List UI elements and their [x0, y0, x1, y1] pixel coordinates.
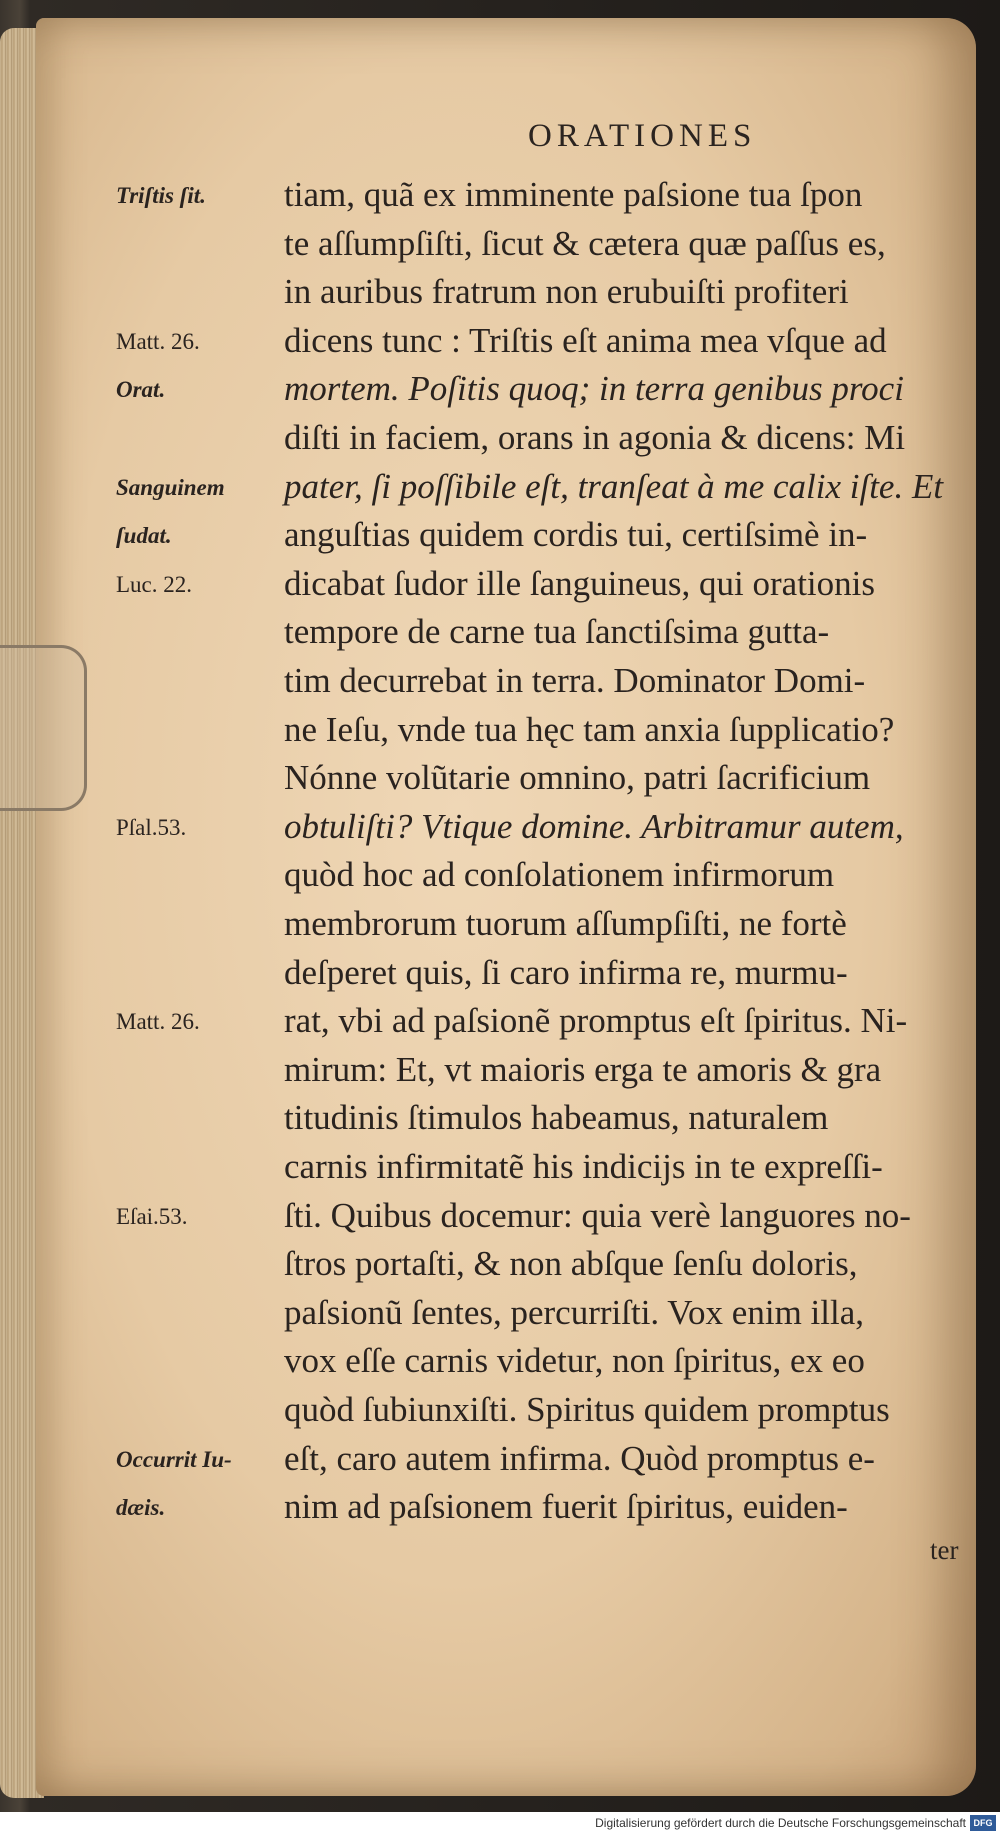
margin-note: Sanguinem: [116, 474, 225, 500]
dfg-logo: DFG: [970, 1815, 996, 1831]
text-line: eſt, caro autem infirma. Quòd promptus e-: [284, 1438, 875, 1478]
text-line: tiam, quã ex imminente paſsione tua ſpon: [284, 175, 863, 214]
margin-note: Eſai.53.: [116, 1203, 188, 1229]
text-line: quòd ſubiunxiſti. Spiritus quidem promptus: [284, 1390, 890, 1429]
text-line: pater, ſi poſſibile eſt, tranſeat à me calix iſte. Et: [284, 466, 944, 506]
text-line: in auribus fratrum non erubuiſti profiteri: [284, 272, 849, 312]
text-line: nim ad paſsionem fuerit ſpiritus, euiden-: [284, 1487, 848, 1527]
running-head: ORATIONES: [528, 118, 757, 154]
text-line: diſti in faciem, orans in agonia & dicens: Mi: [284, 418, 906, 457]
text-line: mortem. Poſitis quoq; in terra genibus proci: [284, 369, 904, 409]
catchword: ter: [930, 1535, 959, 1565]
text-line: dicens tunc : Triſtis eſt anima mea vſque ad: [284, 320, 887, 360]
margin-note: Luc. 22.: [116, 571, 193, 597]
page-clip: [0, 645, 87, 811]
text-line: dicabat ſudor ille ſanguineus, qui orationis: [284, 563, 875, 603]
text-line: deſperet quis, ſi caro infirma re, murmu-: [284, 952, 848, 992]
text-line: Nónne volũtarie omnino, patri ſacrificium: [284, 758, 871, 798]
text-line: tempore de carne tua ſanctiſsima gutta-: [284, 612, 830, 652]
text-line: membrorum tuorum aſſumpſiſti, ne fortè: [284, 904, 847, 943]
margin-note: Occurrit Iu-: [116, 1446, 232, 1472]
text-line: mirum: Et, vt maioris erga te amoris & gra: [284, 1049, 882, 1089]
margin-note: Triſtis ſit.: [116, 183, 206, 208]
text-line: anguſtias quidem cordis tui, certiſsimè in-: [284, 515, 868, 555]
margin-note: Orat.: [116, 377, 166, 403]
text-line: titudinis ſtimulos habeamus, naturalem: [284, 1098, 829, 1138]
text-line: tim decurrebat in terra. Dominator Domi-: [284, 661, 866, 700]
margin-note: Matt. 26.: [116, 1009, 200, 1035]
margin-note: dæis.: [116, 1495, 166, 1521]
text-line: paſsionũ ſentes, percurriſti. Vox enim illa,: [284, 1292, 864, 1332]
text-line: ſti. Quibus docemur: quia verè languores no-: [284, 1195, 911, 1235]
margin-note: Pſal.53.: [116, 814, 187, 840]
text-line: vox eſſe carnis videtur, non ſpiritus, ex eo: [284, 1341, 865, 1381]
margin-note: ſudat.: [116, 523, 172, 549]
text-line: ne Ieſu, vnde tua hęc tam anxia ſupplicatio?: [284, 709, 895, 749]
text-line: obtuliſti? Vtique domine. Arbitramur autem,: [284, 806, 904, 846]
footer-credit: Digitalisierung gefördert durch die Deutsche Forschungsgemeinschaft: [595, 1816, 966, 1830]
text-line: rat, vbi ad paſsionẽ promptus eſt ſpiritus. Ni-: [284, 1001, 908, 1041]
text-line: ſtros portaſti, & non abſque ſenſu doloris,: [284, 1244, 858, 1284]
text-line: te aſſumpſiſti, ſicut & cætera quæ paſſus es,: [284, 223, 886, 263]
margin-note: Matt. 26.: [116, 328, 200, 354]
text-line: quòd hoc ad conſolationem infirmorum: [284, 855, 835, 895]
text-line: carnis infirmitatẽ his indicijs in te expreſſi-: [284, 1147, 883, 1186]
